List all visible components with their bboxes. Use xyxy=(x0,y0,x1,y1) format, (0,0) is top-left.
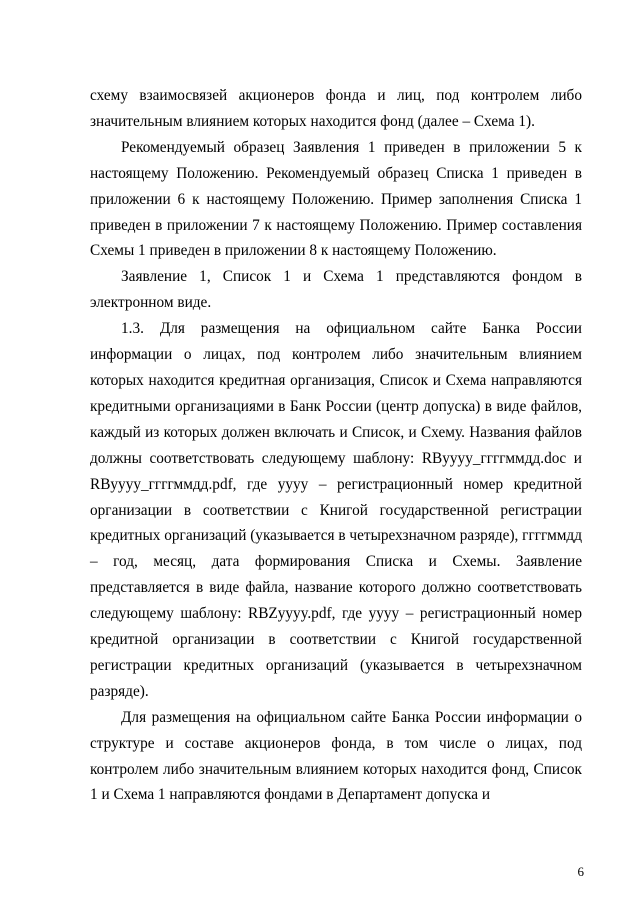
body-text xyxy=(90,83,582,808)
page-number: 6 xyxy=(577,864,584,879)
paragraph-recommended-samples: Рекомендуемый образец Заявления 1 приведен в приложении 5 к настоящему Положению. Рекомендуемый образец Списка 1 приведен в приложении 6 к настоящему Положению. Пример заполнения Списка 1 приведен в приложении 7 к настоящему Положению. Пример составления Схемы 1 приведен в приложении 8 к настоящему Положению. xyxy=(90,138,582,260)
paragraph-fund-disclosure: Для размещения на официальном сайте Банка России информации о структуре и составе акционеров фонда, в том числе о лицах, под контролем либо значительным влиянием которых находится фонд, Список 1 и Схема 1 направляются фондами в Департамент допуска и xyxy=(90,708,582,804)
paragraph-electronic-form: Заявление 1, Список 1 и Схема 1 представляются фондом в электронном виде. xyxy=(90,268,582,312)
paragraph-scheme-continuation: схему взаимосвязей акционеров фонда и лиц, под контролем либо значительным влиянием которых находится фонд (далее – Схема 1). xyxy=(90,87,582,130)
paragraph-section-1-3: 1.3. Для размещения на официальном сайте Банка России информации о лицах, под контролем либо значительным влиянием которых находится кредитная организация, Список и Схема направляются кредитными организациями в Банк России (центр допуска) в виде файлов, каждый из которых должен включать и Список, и Схему. Названия файлов должны соответствовать следующему шаблону: RByyyy_ггггммдд.doc и RByyyy_ггггммдд.pdf, где yyyy – регистрационный номер кредитной организации в соответствии с Книгой государственной регистрации кредитных организаций (указывается в четырехзначном разряде), ггггммдд – год, месяц, дата формирования Списка и Схемы. Заявление представляется в виде файла, название которого должно соответствовать следующему шаблону: RBZyyyy.pdf, где yyyy – регистрационный номер кредитной организации в соответствии с Книгой государственной регистрации кредитных организаций (указывается в четырехзначном разряде). xyxy=(90,320,583,700)
